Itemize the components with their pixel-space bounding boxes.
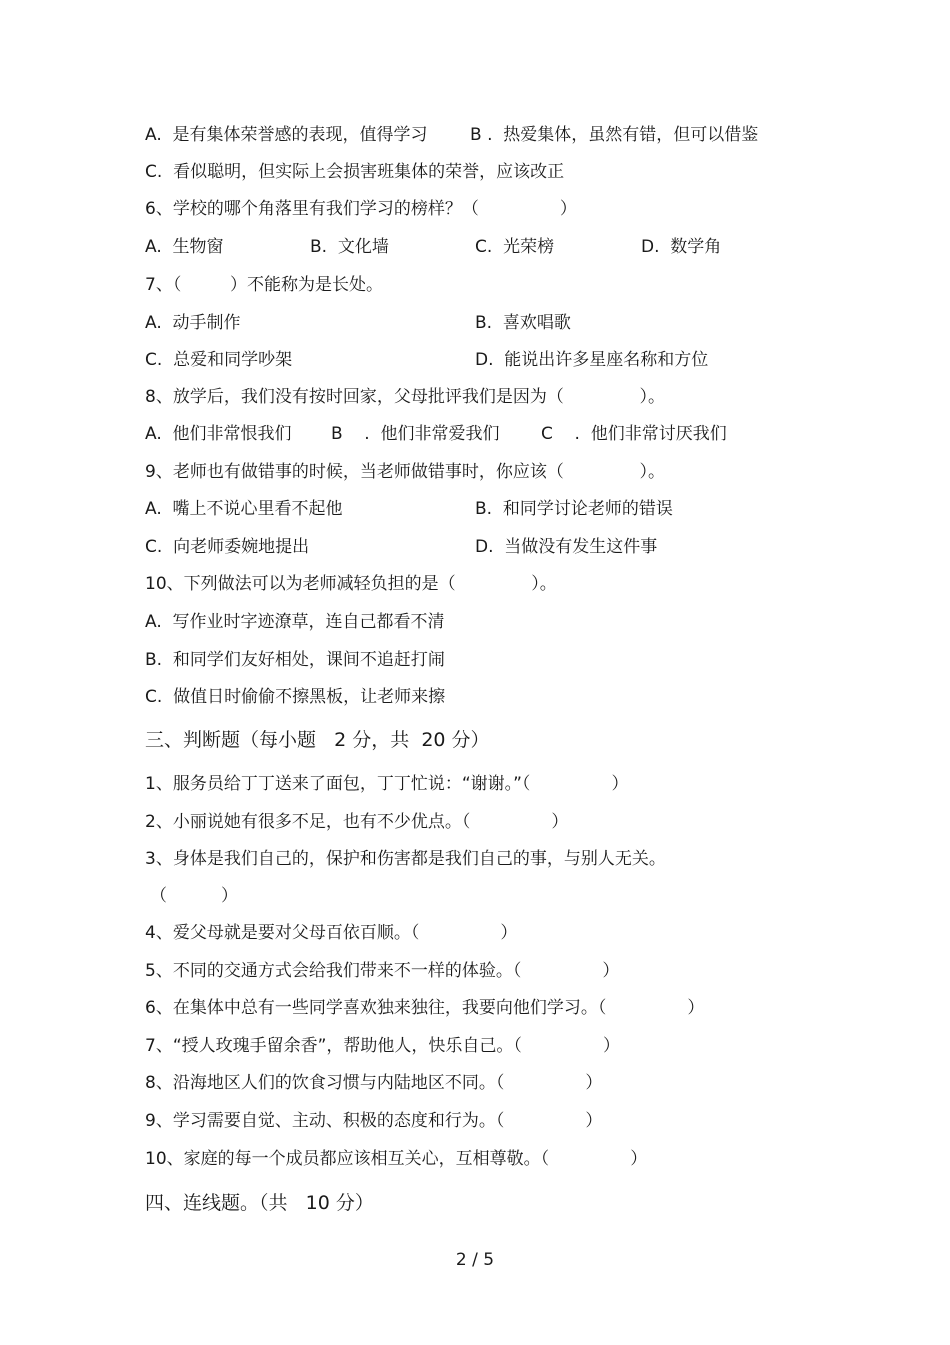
- text-line: 6、学校的哪个角落里有我们学习的榜样？（ ）: [145, 199, 577, 219]
- text-line: 1、服务员给丁丁送来了面包，丁丁忙说：“谢谢。”（ ）: [145, 774, 629, 794]
- text-line: B. 文化墙: [310, 237, 389, 257]
- text-line: 3、身体是我们自己的，保护和伤害都是我们自己的事，与别人无关。: [145, 849, 666, 869]
- text-line: 6、在集体中总有一些同学喜欢独来独往，我要向他们学习。（ ）: [145, 998, 705, 1018]
- text-line: A. 动手制作: [145, 313, 241, 333]
- text-line: 10、下列做法可以为老师减轻负担的是（ ）。: [145, 574, 557, 594]
- text-line: A. 嘴上不说心里看不起他: [145, 499, 343, 519]
- text-line: 9、学习需要自觉、主动、积极的态度和行为。（ ）: [145, 1111, 603, 1131]
- section-heading: 三、判断题（每小题 2 分，共 20 分）: [145, 729, 490, 751]
- text-line: 5、不同的交通方式会给我们带来不一样的体验。（ ）: [145, 961, 620, 981]
- text-line: 2、小丽说她有很多不足，也有不少优点。（ ）: [145, 812, 569, 832]
- text-line: C. 向老师委婉地提出: [145, 537, 310, 557]
- text-line: C. 总爱和同学吵架: [145, 350, 293, 370]
- text-line: D. 数学角: [641, 237, 722, 257]
- text-line: B. 和同学讨论老师的错误: [475, 499, 673, 519]
- section-heading: 四、连线题。（共 10 分）: [145, 1192, 374, 1214]
- text-line: 7、（ ）不能称为是长处。: [145, 275, 383, 295]
- text-line: C. 看似聪明，但实际上会损害班集体的荣誉，应该改正: [145, 162, 565, 182]
- text-line: D. 能说出许多星座名称和方位: [475, 350, 709, 370]
- text-line: B . 他们非常爱我们: [331, 424, 500, 444]
- text-line: （ ）: [150, 886, 239, 906]
- text-line: 7、“授人玫瑰手留余香”，帮助他人，快乐自己。（ ）: [145, 1036, 620, 1056]
- text-line: C . 他们非常讨厌我们: [541, 424, 727, 444]
- page-number: 2 / 5: [455, 1250, 495, 1270]
- text-line: 8、放学后，我们没有按时回家，父母批评我们是因为（ ）。: [145, 387, 665, 407]
- text-line: 9、老师也有做错事的时候，当老师做错事时，你应该（ ）。: [145, 462, 665, 482]
- text-line: C. 做值日时偷偷不擦黑板，让老师来擦: [145, 687, 446, 707]
- text-line: 10、家庭的每一个成员都应该相互关心，互相尊敬。（ ）: [145, 1149, 648, 1169]
- text-line: A. 他们非常恨我们: [145, 424, 292, 444]
- text-line: A. 写作业时字迹潦草，连自己都看不清: [145, 612, 445, 632]
- text-line: 4、爱父母就是要对父母百依百顺。（ ）: [145, 923, 518, 943]
- text-line: A. 生物窗: [145, 237, 224, 257]
- text-line: A. 是有集体荣誉感的表现，值得学习: [145, 125, 428, 145]
- text-line: B. 喜欢唱歌: [475, 313, 571, 333]
- text-line: B. 和同学们友好相处，课间不追赶打闹: [145, 650, 445, 670]
- text-line: D. 当做没有发生这件事: [475, 537, 658, 557]
- text-line: B . 热爱集体，虽然有错，但可以借鉴: [470, 125, 759, 145]
- text-line: 8、沿海地区人们的饮食习惯与内陆地区不同。（ ）: [145, 1073, 603, 1093]
- text-line: C. 光荣榜: [475, 237, 555, 257]
